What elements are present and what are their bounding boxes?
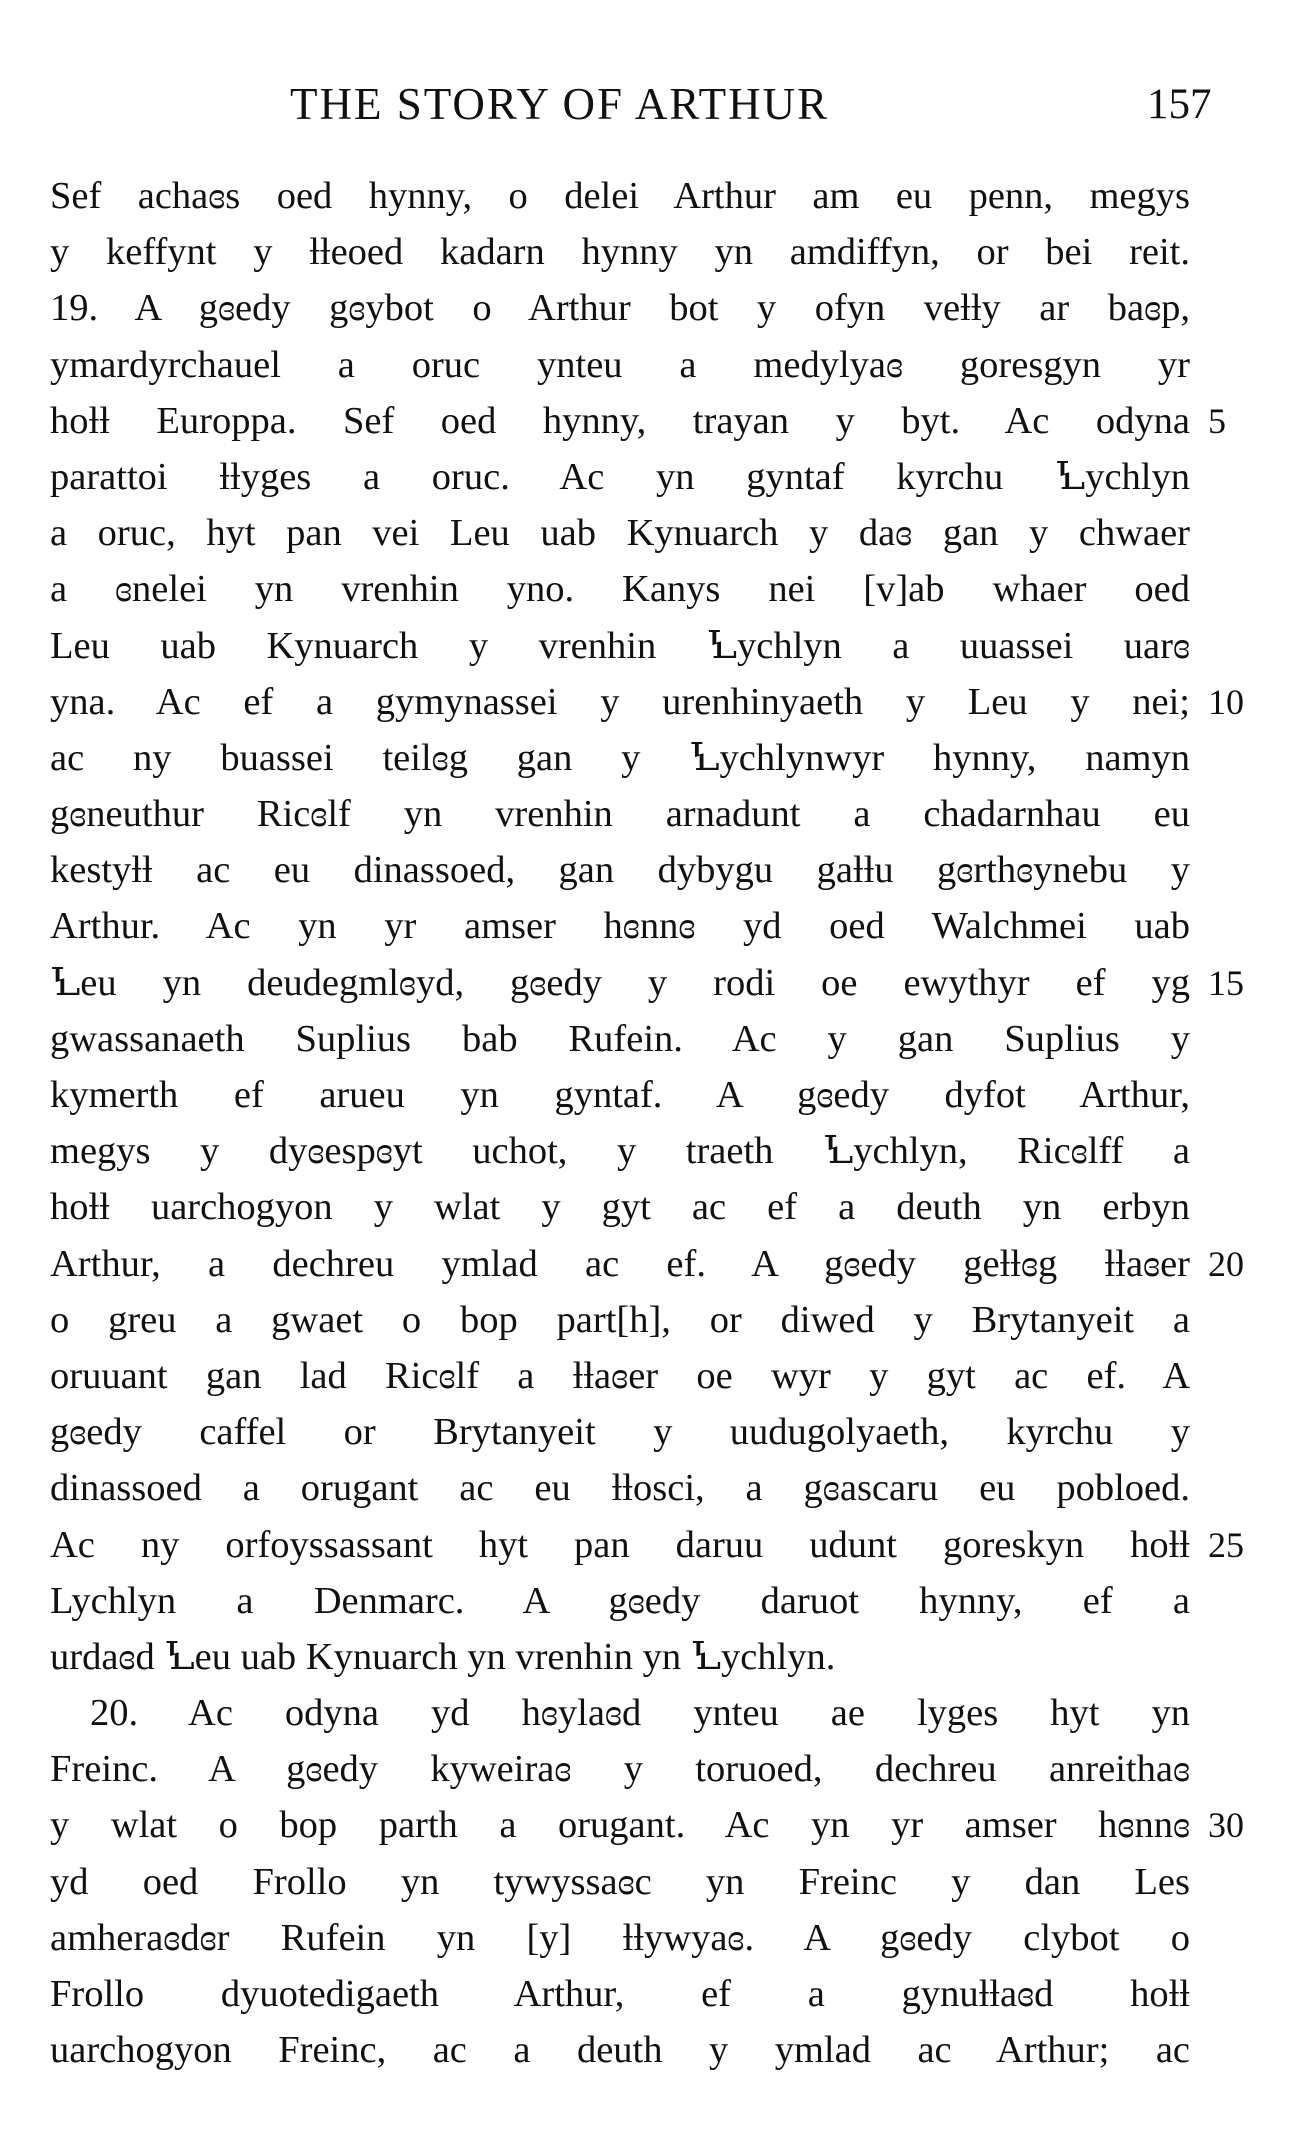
line-text: hoƚƚ Europpa. Sef oed hynny, trayan y byt. Ac odyna xyxy=(50,399,1190,442)
line-text: o greu a gwaet o bop part[h], or diwed y Brytanyeit a xyxy=(50,1298,1190,1341)
text-line xyxy=(50,449,1190,505)
text-line xyxy=(50,337,1190,393)
line-number: 15 xyxy=(1208,962,1244,1003)
line-text: a oruc, hyt pan vei Leu uab Kynuarch y daɞ gan y chwaer xyxy=(50,512,1190,555)
line-text: yd oed Frollo yn tywyssaɞc yn Freinc y dan Les xyxy=(50,1860,1190,1903)
text-line xyxy=(50,1236,1244,1292)
line-text: Freinc. A gɞedy kyweiraɞ y toruoed, dechreu anreithaɞ xyxy=(50,1748,1190,1791)
text-line xyxy=(50,1741,1190,1797)
text-line xyxy=(50,1460,1190,1516)
line-number: 10 xyxy=(1208,681,1244,722)
running-head xyxy=(50,78,1212,138)
line-text: hoƚƚ uarchogyon y wlat y gyt ac ef a deuth yn erbyn xyxy=(50,1186,1190,1229)
line-text: Lychlyn a Denmarc. A gɞedy daruot hynny, ef a xyxy=(50,1579,1190,1622)
text-line xyxy=(50,730,1190,786)
line-text: yna. Ac ef a gymynassei y urenhinyaeth y Leu y nei; xyxy=(50,680,1190,723)
line-number: 20 xyxy=(1208,1243,1244,1284)
text-line xyxy=(50,1910,1190,1966)
text-line xyxy=(50,2022,1190,2078)
line-text: urdaɞd Ꝇeu uab Kynuarch yn vrenhin yn Ꝇychlyn. xyxy=(50,1635,836,1678)
line-text: a ɞnelei yn vrenhin yno. Kanys nei [v]ab whaer oed xyxy=(50,568,1190,611)
text-line xyxy=(50,280,1190,336)
text-line xyxy=(50,1573,1190,1629)
line-text: parattoi ƚƚyges a oruc. Ac yn gyntaf kyrchu Ꝇychlyn xyxy=(50,455,1190,498)
text-line xyxy=(50,842,1190,898)
line-text: oruuant gan lad Ricɞlf a ƚƚaɞer oe wyr y gyt ac ef. A xyxy=(50,1354,1190,1397)
line-text: kestyƚƚ ac eu dinassoed, gan dybygu gaƚƚu gɞrthɞynebu y xyxy=(50,849,1190,892)
text-line xyxy=(50,1123,1190,1179)
text-line xyxy=(50,1966,1190,2022)
line-text: y keffynt y ƚƚeoed kadarn hynny yn amdiffyn, or bei reit. xyxy=(50,231,1190,274)
line-number: 30 xyxy=(1208,1805,1244,1846)
text-line xyxy=(50,561,1190,617)
line-text: Sef achaɞs oed hynny, o delei Arthur am eu penn, megys xyxy=(50,175,1190,217)
text-line xyxy=(50,1067,1190,1123)
line-text: y wlat o bop parth a orugant. Ac yn yr amser hɞnnɞ xyxy=(50,1804,1190,1847)
line-text: gɞedy caffel or Brytanyeit y uudugolyaeth, kyrchu y xyxy=(50,1411,1190,1454)
text-line xyxy=(50,224,1190,280)
text-line xyxy=(50,1854,1190,1910)
text-line xyxy=(50,786,1190,842)
line-text: Frollo dyuotedigaeth Arthur, ef a gynuƚƚaɞd hoƚƚ xyxy=(50,1973,1190,2015)
text-line xyxy=(50,1629,1190,1685)
line-text: Leu uab Kynuarch y vrenhin Ꝇychlyn a uuassei uarɞ xyxy=(50,624,1190,667)
line-text: amheraɞdɞr Rufein yn [y] ƚƚywyaɞ. A gɞedy clybot o xyxy=(50,1916,1190,1959)
page-number: 157 xyxy=(1147,81,1212,128)
line-text: gwassanaeth Suplius bab Rufein. Ac y gan Suplius y xyxy=(50,1017,1190,1060)
text-line xyxy=(50,1404,1190,1460)
line-text: 19. A gɞedy gɞybot o Arthur bot y ofyn veƚƚy ar baɞp, xyxy=(50,287,1190,330)
text-line xyxy=(50,168,1190,224)
text-line xyxy=(50,1797,1244,1853)
text-line xyxy=(50,1685,1190,1741)
line-text: Ꝇeu yn deudegmlɞyd, gɞedy y rodi oe ewythyr ef yg xyxy=(50,961,1190,1004)
text-line xyxy=(50,1348,1190,1404)
text-line xyxy=(50,618,1190,674)
line-text: gɞneuthur Ricɞlf yn vrenhin arnadunt a chadarnhau eu xyxy=(50,793,1190,836)
line-text: uarchogyon Freinc, ac a deuth y ymlad ac Arthur; ac xyxy=(50,2029,1190,2072)
line-text: Ac ny orfoyssassant hyt pan daruu udunt goreskyn hoƚƚ xyxy=(50,1523,1190,1566)
line-number: 5 xyxy=(1208,400,1226,441)
line-text: ac ny buassei teilɞg gan y Ꝇychlynwyr hynny, namyn xyxy=(50,736,1190,779)
line-text: dinassoed a orugant ac eu ƚƚosci, a gɞascaru eu pobloed. xyxy=(50,1467,1190,1510)
text-line xyxy=(50,898,1190,954)
line-text: 20. Ac odyna yd hɞylaɞd ynteu ae lyges hyt yn xyxy=(90,1692,1190,1735)
running-title: THE STORY OF ARTHUR xyxy=(290,79,830,129)
text-line xyxy=(50,674,1244,730)
line-text: megys y dyɞespɞyt uchot, y traeth Ꝇychlyn, Ricɞlff a xyxy=(50,1130,1190,1173)
line-text: Arthur, a dechreu ymlad ac ef. A gɞedy geƚƚɞg ƚƚaɞer xyxy=(50,1242,1190,1285)
text-line xyxy=(50,955,1244,1011)
line-text: Arthur. Ac yn yr amser hɞnnɞ yd oed Walchmei uab xyxy=(50,905,1190,948)
body-text xyxy=(50,168,1244,2078)
line-text: kymerth ef arueu yn gyntaf. A gɞedy dyfot Arthur, xyxy=(50,1074,1190,1116)
text-line xyxy=(50,1292,1190,1348)
line-number: 25 xyxy=(1208,1524,1244,1565)
text-line xyxy=(50,393,1226,449)
text-line xyxy=(50,1011,1190,1067)
text-line xyxy=(50,505,1190,561)
line-text: ymardyrchauel a oruc ynteu a medylyaɞ goresgyn yr xyxy=(50,343,1190,386)
text-line xyxy=(50,1179,1190,1235)
text-line xyxy=(50,1517,1244,1573)
